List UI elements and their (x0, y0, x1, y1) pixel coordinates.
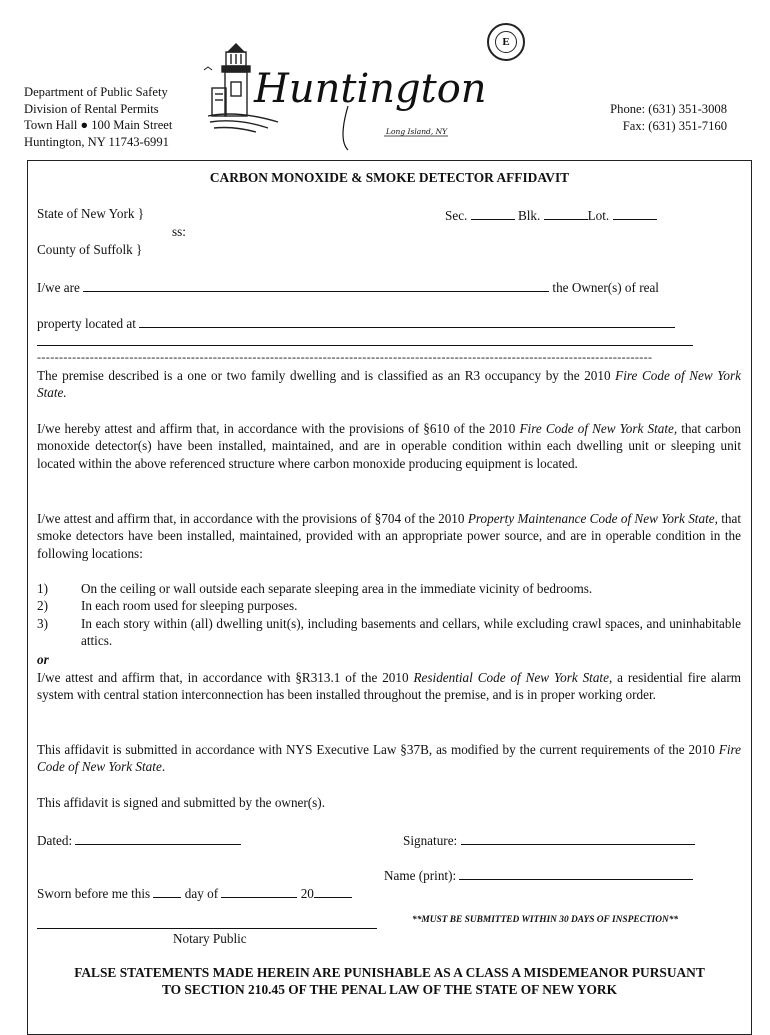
seal-letter: E (495, 31, 517, 53)
logo-wordmark: Huntington (254, 66, 487, 112)
alarm-text-2: , a residential fire alarm system with central station interconnection has been installed throughout the premise, and is in proper working order. (37, 670, 741, 703)
co-text-1: I/we hereby attest and affirm that, in accordance with the provisions of §610 of the 2010 (37, 421, 520, 436)
logo-subtext: Long Island, NY (386, 127, 448, 136)
signature-label: Signature: (403, 833, 458, 848)
property-line (37, 314, 675, 332)
smoke-text-2: that smoke detectors have been installed, maintained, provided with an appropriate power source, and are in operable condition in the following locations: (37, 511, 741, 561)
address-line: Division of Rental Permits (24, 101, 159, 116)
parcel-ids (445, 206, 657, 224)
carbon-monoxide-paragraph (37, 420, 741, 472)
contact-info (560, 101, 727, 135)
blk-field[interactable] (544, 206, 588, 220)
dated-label: Dated: (37, 833, 73, 848)
smoke-code: Property Maintenance Code of New York State, (467, 511, 718, 526)
occupancy-text: The premise described is a one or two family dwelling and is classified as an R3 occupancy by the 2010 (37, 368, 616, 383)
detector-locations-list (37, 580, 741, 650)
sec-label: Sec. (445, 208, 468, 223)
sworn-text: Sworn before me this (37, 886, 151, 901)
form-title: CARBON MONOXIDE & SMOKE DETECTOR AFFIDAVIT (209, 170, 570, 185)
dated-field[interactable] (75, 831, 241, 845)
address-line: Town Hall ● 100 Main Street (24, 118, 173, 132)
signature-row (403, 831, 695, 849)
sworn-day-of: day of (184, 886, 219, 901)
address-line: Department of Public Safety (24, 85, 168, 99)
office-address (24, 84, 172, 150)
smoke-text-1: I/we attest and affirm that, in accordance with the provisions of §704 of the 2010 (37, 511, 468, 526)
co-text-2: that carbon monoxide detector(s) have been installed, maintained, and are in operable condition within each dwelling unit or sleeping unit located within the above referenced structure where carbon monoxide producing equipment is located. (37, 421, 742, 471)
executive-law-paragraph (37, 741, 741, 776)
name-print-field[interactable] (459, 866, 693, 880)
occupancy-paragraph (37, 367, 741, 402)
name-label: Name (print): (384, 868, 457, 883)
exec-code: Fire Code of New York State (37, 742, 741, 775)
list-number: 3) (37, 615, 48, 631)
or-label: or (37, 652, 49, 667)
dashed-divider: -------------------------------------------------------------------------------------------------------------------------------------------- (37, 350, 653, 364)
alarm-code: Residential Code of New York State (413, 670, 609, 685)
submission-deadline: **MUST BE SUBMITTED WITHIN 30 DAYS OF INSPECTION** (412, 915, 679, 925)
co-code: Fire Code of New York State, (519, 421, 678, 436)
address-line: Huntington, NY 11743-6991 (24, 134, 169, 149)
notary-signature-line[interactable] (37, 928, 377, 929)
sec-field[interactable] (471, 206, 515, 220)
fax-number: Fax: (631) 351-7160 (622, 119, 727, 133)
owner-line (37, 278, 659, 296)
state-line: State of New York } (37, 206, 145, 221)
huntington-logo (198, 40, 488, 160)
phone-number: Phone: (631) 351-3008 (610, 102, 727, 116)
owner-prefix: I/we are (37, 280, 80, 295)
sworn-month-field[interactable] (221, 884, 297, 898)
exec-text-1: This affidavit is submitted in accordance with NYS Executive Law §37B, as modified by the current requirements of the 2010 (37, 742, 719, 757)
ss-label: ss: (172, 224, 186, 239)
property-address-field-2[interactable] (37, 345, 693, 346)
county-line: County of Suffolk } (37, 242, 143, 257)
property-address-field[interactable] (139, 314, 675, 328)
smoke-detector-paragraph (37, 510, 741, 562)
signed-statement: This affidavit is signed and submitted by the owner(s). (37, 795, 325, 810)
dated-row (37, 831, 241, 849)
occupancy-code: Fire Code of New York State. (37, 368, 741, 401)
list-number: 2) (37, 598, 48, 614)
owner-suffix: the Owner(s) of real (552, 280, 659, 295)
list-number: 1) (37, 581, 48, 596)
list-text: On the ceiling or wall outside each separate sleeping area in the immediate vicinity of bedrooms. (81, 581, 593, 596)
lot-label: Lot. (587, 208, 610, 223)
alarm-text-1: I/we attest and affirm that, in accordance with §R313.1 of the 2010 (37, 670, 414, 685)
list-text: In each room used for sleeping purposes. (81, 598, 298, 614)
signature-field[interactable] (461, 831, 695, 845)
notary-label: Notary Public (173, 931, 247, 946)
exec-text-2: . (161, 759, 166, 775)
blk-label: Blk. (517, 208, 541, 223)
name-row (384, 866, 693, 884)
property-prefix: property located at (37, 316, 136, 331)
warning-line: FALSE STATEMENTS MADE HEREIN ARE PUNISHABLE AS A CLASS A MISDEMEANOR PURSUANT (74, 965, 705, 980)
lot-field[interactable] (613, 206, 657, 220)
sworn-day-field[interactable] (153, 884, 181, 898)
fire-alarm-paragraph (37, 669, 741, 704)
warning-line: TO SECTION 210.45 OF THE PENAL LAW OF THE STATE OF NEW YORK (161, 982, 617, 997)
list-text: In each story within (all) dwelling unit(s), including basements and cellars, while excluding crawl spaces, and uninhabitable attics. (81, 615, 741, 648)
sworn-year-prefix: 20 (300, 886, 314, 901)
sworn-year-field[interactable] (314, 884, 352, 898)
town-seal-icon (487, 23, 525, 61)
penalty-warning (27, 964, 752, 998)
owner-name-field[interactable] (83, 278, 549, 292)
sworn-row (37, 884, 352, 902)
